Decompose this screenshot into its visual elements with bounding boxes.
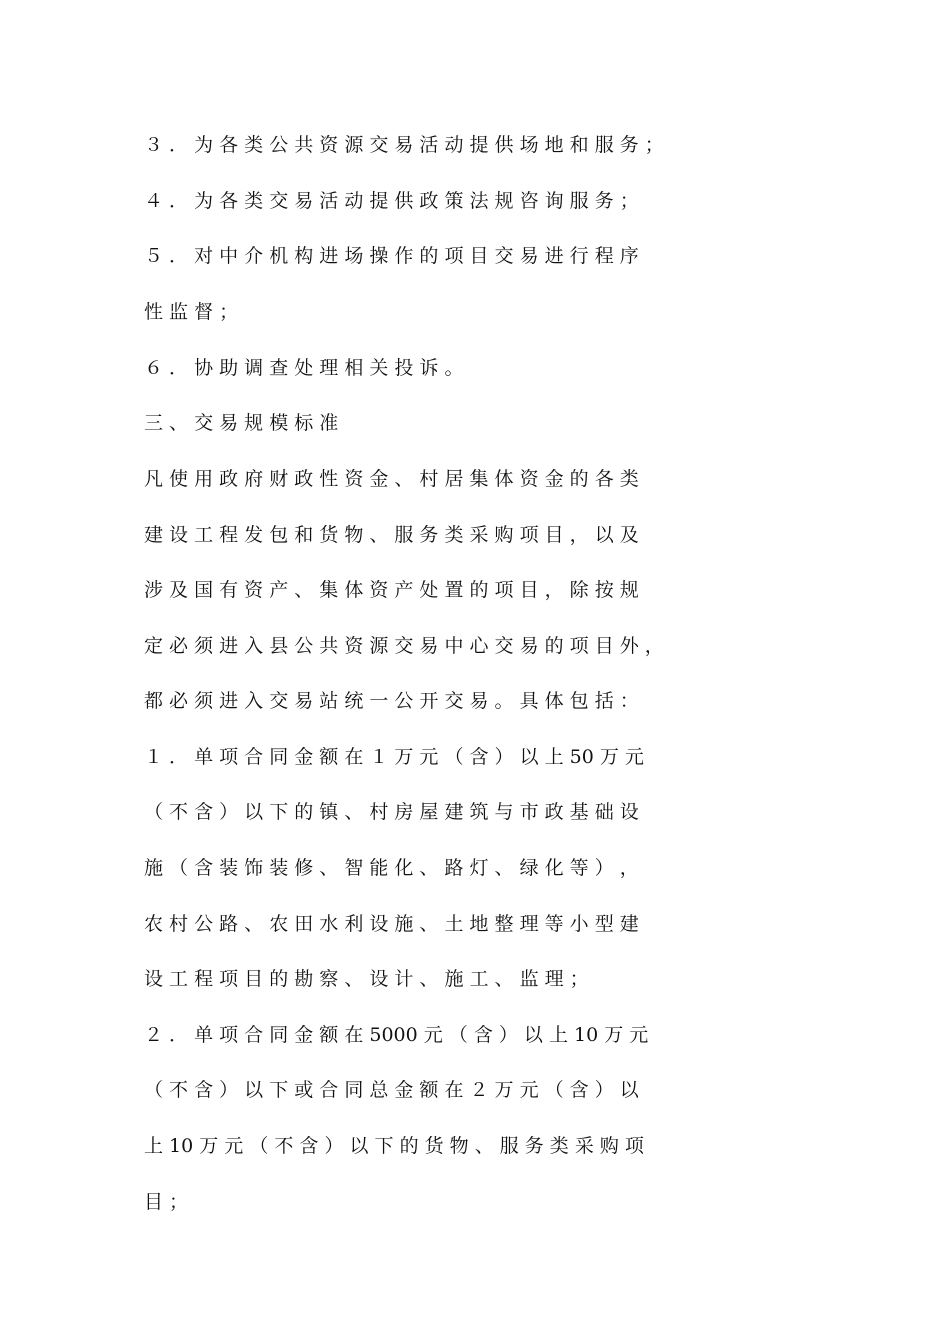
text-line-4: 性 监 督 ；	[144, 301, 239, 323]
text-line-10: 定 必 须 进 入 县 公 共 资 源 交 易 中 心 交 易 的 项 目 外 ，	[144, 635, 664, 657]
text-line-13: （ 不 含 ） 以 下 的 镇 、 村 房 屋 建 筑 与 市 政 基 础 设	[144, 801, 639, 823]
text-line-16: 设 工 程 项 目 的 勘 察 、 设 计 、 施 工 、 监 理 ；	[144, 968, 589, 990]
text-line-19: 上 10 万 元 （ 不 含 ） 以 下 的 货 物 、 服 务 类 采 购 项	[144, 1135, 644, 1157]
text-line-15: 农 村 公 路 、 农 田 水 利 设 施 、 土 地 整 理 等 小 型 建	[144, 913, 639, 935]
text-line-11: 都 必 须 进 入 交 易 站 统 一 公 开 交 易 。 具 体 包 括 ：	[144, 690, 639, 712]
text-line-20: 目 ；	[144, 1191, 189, 1213]
text-line-9: 涉 及 国 有 资 产 、 集 体 资 产 处 置 的 项 目 ， 除 按 规	[144, 579, 639, 601]
text-line-5: ６ ． 协 助 调 查 处 理 相 关 投 诉 。	[144, 357, 464, 379]
text-line-14: 施 （ 含 装 饰 装 修 、 智 能 化 、 路 灯 、 绿 化 等 ） ，	[144, 857, 639, 879]
text-line-17: ２ ． 单 项 合 同 金 额 在 5000 元 （ 含 ） 以 上 10 万 元	[144, 1024, 649, 1046]
text-line-1: ３ ． 为 各 类 公 共 资 源 交 易 活 动 提 供 场 地 和 服 务 ；	[144, 134, 664, 156]
text-line-2: ４ ． 为 各 类 交 易 活 动 提 供 政 策 法 规 咨 询 服 务 ；	[144, 190, 639, 212]
text-line-7: 凡 使 用 政 府 财 政 性 资 金 、 村 居 集 体 资 金 的 各 类	[144, 468, 639, 490]
section-heading: 三 、 交 易 规 模 标 准	[144, 412, 339, 434]
text-line-12: １ ． 单 项 合 同 金 额 在 １ 万 元 （ 含 ） 以 上 50 万 元	[144, 746, 644, 768]
text-line-18: （ 不 含 ） 以 下 或 合 同 总 金 额 在 ２ 万 元 （ 含 ） 以	[144, 1079, 639, 1101]
text-line-3: ５ ． 对 中 介 机 构 进 场 操 作 的 项 目 交 易 进 行 程 序	[144, 245, 639, 267]
text-line-8: 建 设 工 程 发 包 和 货 物 、 服 务 类 采 购 项 目 ， 以 及	[144, 524, 639, 546]
